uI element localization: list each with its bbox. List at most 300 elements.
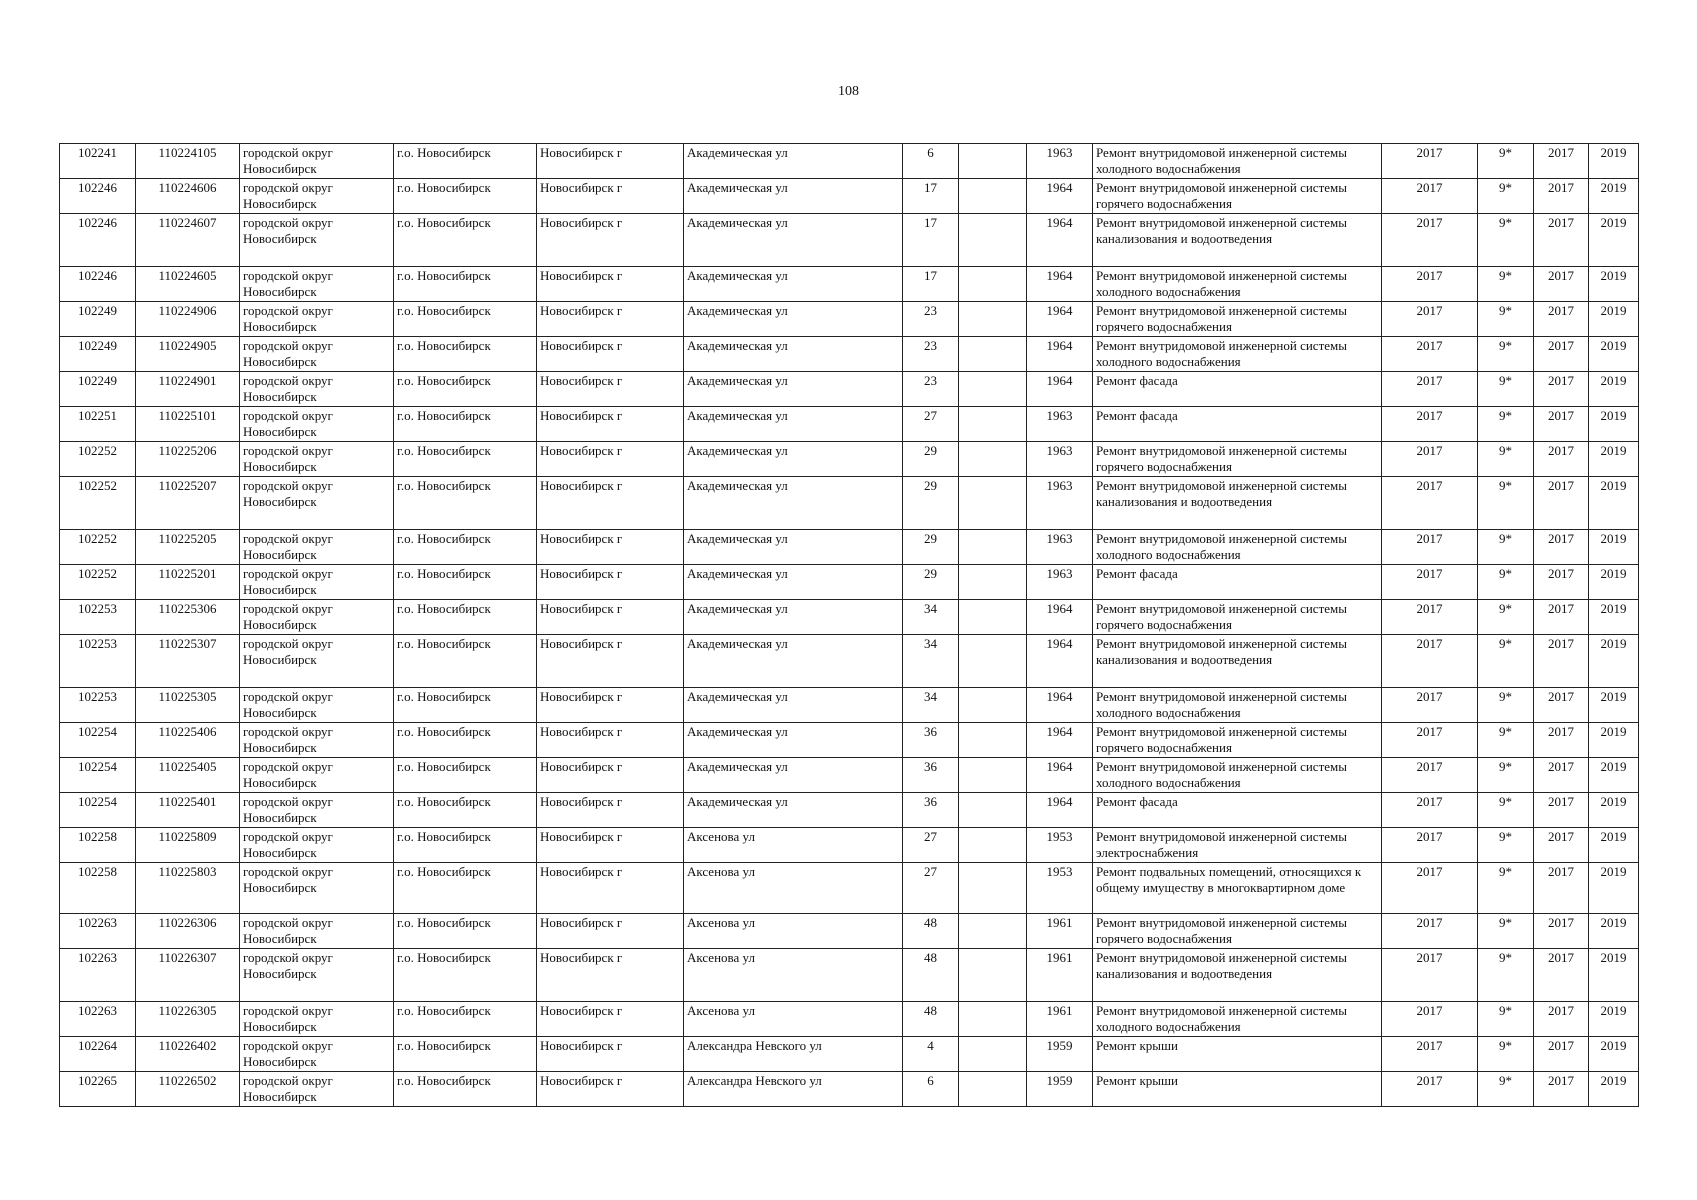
table-row [60, 144, 1639, 179]
house-number-cell: 34 [903, 635, 959, 688]
street-cell: Академическая ул [684, 477, 903, 530]
house-number-cell: 36 [903, 758, 959, 793]
year-start-cell: 2017 [1382, 723, 1478, 758]
table-row [60, 442, 1639, 477]
building-cell [959, 600, 1027, 635]
house-number-cell: 27 [903, 407, 959, 442]
building-cell [959, 267, 1027, 302]
street-cell: Академическая ул [684, 407, 903, 442]
settlement-type-cell: г.о. Новосибирск [394, 372, 537, 407]
year-plan-cell: 2017 [1534, 1037, 1589, 1072]
year-end-cell: 2019 [1589, 407, 1639, 442]
table-row [60, 688, 1639, 723]
floors-cell: 9* [1478, 793, 1534, 828]
floors-cell: 9* [1478, 828, 1534, 863]
work-type-cell: Ремонт внутридомовой инженерной системы холодного водоснабжения [1093, 267, 1382, 302]
record-id-cell: 102263 [60, 1002, 136, 1037]
work-code-cell: 110226305 [136, 1002, 240, 1037]
work-code-cell: 110225206 [136, 442, 240, 477]
year-end-cell: 2019 [1589, 267, 1639, 302]
settlement-type-cell: г.о. Новосибирск [394, 828, 537, 863]
building-cell [959, 914, 1027, 949]
table-row [60, 758, 1639, 793]
city-cell: Новосибирск г [537, 302, 684, 337]
street-cell: Академическая ул [684, 600, 903, 635]
municipality-cell: городской округ Новосибирск [240, 267, 394, 302]
house-number-cell: 23 [903, 372, 959, 407]
year-built-cell: 1964 [1027, 688, 1093, 723]
work-type-cell: Ремонт крыши [1093, 1072, 1382, 1107]
street-cell: Академическая ул [684, 302, 903, 337]
year-end-cell: 2019 [1589, 949, 1639, 1002]
house-number-cell: 29 [903, 530, 959, 565]
municipality-cell: городской округ Новосибирск [240, 372, 394, 407]
year-plan-cell: 2017 [1534, 530, 1589, 565]
year-end-cell: 2019 [1589, 337, 1639, 372]
municipality-cell: городской округ Новосибирск [240, 407, 394, 442]
city-cell: Новосибирск г [537, 477, 684, 530]
city-cell: Новосибирск г [537, 828, 684, 863]
year-built-cell: 1964 [1027, 793, 1093, 828]
house-number-cell: 27 [903, 863, 959, 914]
work-type-cell: Ремонт внутридомовой инженерной системы холодного водоснабжения [1093, 758, 1382, 793]
floors-cell: 9* [1478, 565, 1534, 600]
year-plan-cell: 2017 [1534, 828, 1589, 863]
municipality-cell: городской округ Новосибирск [240, 688, 394, 723]
work-type-cell: Ремонт внутридомовой инженерной системы канализования и водоотведения [1093, 477, 1382, 530]
city-cell: Новосибирск г [537, 758, 684, 793]
year-end-cell: 2019 [1589, 1037, 1639, 1072]
year-start-cell: 2017 [1382, 1002, 1478, 1037]
building-cell [959, 635, 1027, 688]
street-cell: Академическая ул [684, 144, 903, 179]
year-start-cell: 2017 [1382, 914, 1478, 949]
building-cell [959, 372, 1027, 407]
work-code-cell: 110225207 [136, 477, 240, 530]
record-id-cell: 102258 [60, 863, 136, 914]
settlement-type-cell: г.о. Новосибирск [394, 723, 537, 758]
work-code-cell: 110226502 [136, 1072, 240, 1107]
floors-cell: 9* [1478, 1037, 1534, 1072]
settlement-type-cell: г.о. Новосибирск [394, 302, 537, 337]
work-code-cell: 110224605 [136, 267, 240, 302]
year-built-cell: 1964 [1027, 372, 1093, 407]
work-type-cell: Ремонт внутридомовой инженерной системы холодного водоснабжения [1093, 337, 1382, 372]
year-built-cell: 1961 [1027, 914, 1093, 949]
street-cell: Александра Невского ул [684, 1037, 903, 1072]
work-code-cell: 110225405 [136, 758, 240, 793]
table-row [60, 949, 1639, 1002]
work-code-cell: 110225803 [136, 863, 240, 914]
table-row [60, 530, 1639, 565]
work-type-cell: Ремонт внутридомовой инженерной системы холодного водоснабжения [1093, 1002, 1382, 1037]
work-type-cell: Ремонт внутридомовой инженерной системы горячего водоснабжения [1093, 302, 1382, 337]
table-row [60, 793, 1639, 828]
table-row [60, 267, 1639, 302]
table-row [60, 1037, 1639, 1072]
building-cell [959, 214, 1027, 267]
year-built-cell: 1963 [1027, 144, 1093, 179]
year-start-cell: 2017 [1382, 1072, 1478, 1107]
record-id-cell: 102253 [60, 688, 136, 723]
year-start-cell: 2017 [1382, 793, 1478, 828]
municipality-cell: городской округ Новосибирск [240, 793, 394, 828]
year-plan-cell: 2017 [1534, 144, 1589, 179]
record-id-cell: 102258 [60, 828, 136, 863]
building-cell [959, 530, 1027, 565]
settlement-type-cell: г.о. Новосибирск [394, 1037, 537, 1072]
year-end-cell: 2019 [1589, 635, 1639, 688]
year-built-cell: 1964 [1027, 179, 1093, 214]
record-id-cell: 102246 [60, 179, 136, 214]
table-row [60, 600, 1639, 635]
work-type-cell: Ремонт подвальных помещений, относящихся к общему имуществу в многоквартирном доме [1093, 863, 1382, 914]
year-end-cell: 2019 [1589, 914, 1639, 949]
city-cell: Новосибирск г [537, 793, 684, 828]
year-end-cell: 2019 [1589, 1002, 1639, 1037]
year-plan-cell: 2017 [1534, 723, 1589, 758]
record-id-cell: 102252 [60, 530, 136, 565]
floors-cell: 9* [1478, 337, 1534, 372]
floors-cell: 9* [1478, 688, 1534, 723]
building-cell [959, 337, 1027, 372]
record-id-cell: 102246 [60, 214, 136, 267]
year-built-cell: 1959 [1027, 1072, 1093, 1107]
year-end-cell: 2019 [1589, 442, 1639, 477]
floors-cell: 9* [1478, 267, 1534, 302]
year-end-cell: 2019 [1589, 793, 1639, 828]
year-plan-cell: 2017 [1534, 267, 1589, 302]
house-number-cell: 17 [903, 214, 959, 267]
year-end-cell: 2019 [1589, 179, 1639, 214]
floors-cell: 9* [1478, 214, 1534, 267]
city-cell: Новосибирск г [537, 565, 684, 600]
municipality-cell: городской округ Новосибирск [240, 1037, 394, 1072]
municipality-cell: городской округ Новосибирск [240, 337, 394, 372]
registry-table [59, 143, 1639, 1107]
work-code-cell: 110224105 [136, 144, 240, 179]
year-end-cell: 2019 [1589, 688, 1639, 723]
year-built-cell: 1964 [1027, 337, 1093, 372]
year-plan-cell: 2017 [1534, 407, 1589, 442]
building-cell [959, 179, 1027, 214]
floors-cell: 9* [1478, 600, 1534, 635]
year-plan-cell: 2017 [1534, 302, 1589, 337]
work-code-cell: 110226306 [136, 914, 240, 949]
work-type-cell: Ремонт внутридомовой инженерной системы холодного водоснабжения [1093, 144, 1382, 179]
work-code-cell: 110226402 [136, 1037, 240, 1072]
settlement-type-cell: г.о. Новосибирск [394, 565, 537, 600]
street-cell: Академическая ул [684, 530, 903, 565]
table-row [60, 407, 1639, 442]
year-built-cell: 1964 [1027, 600, 1093, 635]
settlement-type-cell: г.о. Новосибирск [394, 758, 537, 793]
year-plan-cell: 2017 [1534, 914, 1589, 949]
year-plan-cell: 2017 [1534, 600, 1589, 635]
year-plan-cell: 2017 [1534, 372, 1589, 407]
house-number-cell: 17 [903, 267, 959, 302]
settlement-type-cell: г.о. Новосибирск [394, 144, 537, 179]
house-number-cell: 6 [903, 1072, 959, 1107]
work-type-cell: Ремонт внутридомовой инженерной системы горячего водоснабжения [1093, 914, 1382, 949]
record-id-cell: 102254 [60, 793, 136, 828]
table-row [60, 565, 1639, 600]
work-type-cell: Ремонт внутридомовой инженерной системы горячего водоснабжения [1093, 600, 1382, 635]
year-end-cell: 2019 [1589, 214, 1639, 267]
city-cell: Новосибирск г [537, 914, 684, 949]
work-code-cell: 110225101 [136, 407, 240, 442]
year-start-cell: 2017 [1382, 635, 1478, 688]
floors-cell: 9* [1478, 530, 1534, 565]
table-row [60, 214, 1639, 267]
building-cell [959, 1002, 1027, 1037]
building-cell [959, 144, 1027, 179]
settlement-type-cell: г.о. Новосибирск [394, 635, 537, 688]
house-number-cell: 36 [903, 793, 959, 828]
settlement-type-cell: г.о. Новосибирск [394, 267, 537, 302]
city-cell: Новосибирск г [537, 1002, 684, 1037]
floors-cell: 9* [1478, 758, 1534, 793]
record-id-cell: 102246 [60, 267, 136, 302]
street-cell: Аксенова ул [684, 828, 903, 863]
municipality-cell: городской округ Новосибирск [240, 302, 394, 337]
year-start-cell: 2017 [1382, 477, 1478, 530]
year-start-cell: 2017 [1382, 372, 1478, 407]
floors-cell: 9* [1478, 179, 1534, 214]
year-end-cell: 2019 [1589, 144, 1639, 179]
year-plan-cell: 2017 [1534, 793, 1589, 828]
building-cell [959, 565, 1027, 600]
city-cell: Новосибирск г [537, 1037, 684, 1072]
house-number-cell: 23 [903, 302, 959, 337]
building-cell [959, 688, 1027, 723]
work-type-cell: Ремонт фасада [1093, 793, 1382, 828]
work-code-cell: 110225205 [136, 530, 240, 565]
record-id-cell: 102254 [60, 758, 136, 793]
city-cell: Новосибирск г [537, 144, 684, 179]
year-built-cell: 1963 [1027, 477, 1093, 530]
year-start-cell: 2017 [1382, 1037, 1478, 1072]
settlement-type-cell: г.о. Новосибирск [394, 793, 537, 828]
work-type-cell: Ремонт внутридомовой инженерной системы канализования и водоотведения [1093, 949, 1382, 1002]
year-start-cell: 2017 [1382, 337, 1478, 372]
building-cell [959, 1072, 1027, 1107]
work-code-cell: 110225306 [136, 600, 240, 635]
building-cell [959, 723, 1027, 758]
house-number-cell: 36 [903, 723, 959, 758]
city-cell: Новосибирск г [537, 949, 684, 1002]
year-built-cell: 1964 [1027, 267, 1093, 302]
year-built-cell: 1963 [1027, 407, 1093, 442]
year-start-cell: 2017 [1382, 565, 1478, 600]
table-row [60, 635, 1639, 688]
table-row [60, 477, 1639, 530]
work-code-cell: 110225401 [136, 793, 240, 828]
house-number-cell: 48 [903, 914, 959, 949]
street-cell: Академическая ул [684, 214, 903, 267]
work-type-cell: Ремонт фасада [1093, 372, 1382, 407]
building-cell [959, 407, 1027, 442]
house-number-cell: 48 [903, 949, 959, 1002]
municipality-cell: городской округ Новосибирск [240, 635, 394, 688]
street-cell: Академическая ул [684, 267, 903, 302]
year-start-cell: 2017 [1382, 407, 1478, 442]
building-cell [959, 758, 1027, 793]
work-code-cell: 110224905 [136, 337, 240, 372]
year-end-cell: 2019 [1589, 565, 1639, 600]
table-row [60, 302, 1639, 337]
year-end-cell: 2019 [1589, 600, 1639, 635]
table-row [60, 337, 1639, 372]
work-type-cell: Ремонт фасада [1093, 565, 1382, 600]
street-cell: Аксенова ул [684, 1002, 903, 1037]
city-cell: Новосибирск г [537, 1072, 684, 1107]
street-cell: Аксенова ул [684, 914, 903, 949]
year-start-cell: 2017 [1382, 758, 1478, 793]
street-cell: Аксенова ул [684, 863, 903, 914]
year-plan-cell: 2017 [1534, 863, 1589, 914]
city-cell: Новосибирск г [537, 267, 684, 302]
city-cell: Новосибирск г [537, 214, 684, 267]
work-code-cell: 110225305 [136, 688, 240, 723]
city-cell: Новосибирск г [537, 337, 684, 372]
building-cell [959, 793, 1027, 828]
settlement-type-cell: г.о. Новосибирск [394, 949, 537, 1002]
record-id-cell: 102241 [60, 144, 136, 179]
work-type-cell: Ремонт внутридомовой инженерной системы горячего водоснабжения [1093, 442, 1382, 477]
year-plan-cell: 2017 [1534, 1002, 1589, 1037]
house-number-cell: 6 [903, 144, 959, 179]
record-id-cell: 102249 [60, 302, 136, 337]
year-plan-cell: 2017 [1534, 179, 1589, 214]
house-number-cell: 34 [903, 688, 959, 723]
municipality-cell: городской округ Новосибирск [240, 442, 394, 477]
street-cell: Академическая ул [684, 793, 903, 828]
year-built-cell: 1961 [1027, 949, 1093, 1002]
work-code-cell: 110225201 [136, 565, 240, 600]
record-id-cell: 102253 [60, 635, 136, 688]
floors-cell: 9* [1478, 442, 1534, 477]
building-cell [959, 863, 1027, 914]
year-built-cell: 1964 [1027, 635, 1093, 688]
street-cell: Академическая ул [684, 337, 903, 372]
street-cell: Аксенова ул [684, 949, 903, 1002]
city-cell: Новосибирск г [537, 372, 684, 407]
settlement-type-cell: г.о. Новосибирск [394, 600, 537, 635]
city-cell: Новосибирск г [537, 723, 684, 758]
work-type-cell: Ремонт внутридомовой инженерной системы горячего водоснабжения [1093, 179, 1382, 214]
record-id-cell: 102253 [60, 600, 136, 635]
table-row [60, 1002, 1639, 1037]
municipality-cell: городской округ Новосибирск [240, 914, 394, 949]
settlement-type-cell: г.о. Новосибирск [394, 914, 537, 949]
floors-cell: 9* [1478, 914, 1534, 949]
work-code-cell: 110226307 [136, 949, 240, 1002]
house-number-cell: 29 [903, 565, 959, 600]
year-built-cell: 1961 [1027, 1002, 1093, 1037]
house-number-cell: 29 [903, 442, 959, 477]
floors-cell: 9* [1478, 1072, 1534, 1107]
floors-cell: 9* [1478, 949, 1534, 1002]
work-code-cell: 110224606 [136, 179, 240, 214]
building-cell [959, 949, 1027, 1002]
year-built-cell: 1953 [1027, 828, 1093, 863]
year-plan-cell: 2017 [1534, 635, 1589, 688]
work-type-cell: Ремонт крыши [1093, 1037, 1382, 1072]
year-built-cell: 1964 [1027, 723, 1093, 758]
year-built-cell: 1963 [1027, 565, 1093, 600]
street-cell: Академическая ул [684, 565, 903, 600]
year-start-cell: 2017 [1382, 302, 1478, 337]
table-row [60, 828, 1639, 863]
year-built-cell: 1959 [1027, 1037, 1093, 1072]
street-cell: Академическая ул [684, 723, 903, 758]
record-id-cell: 102263 [60, 949, 136, 1002]
work-code-cell: 110225809 [136, 828, 240, 863]
work-type-cell: Ремонт внутридомовой инженерной системы канализования и водоотведения [1093, 635, 1382, 688]
year-start-cell: 2017 [1382, 949, 1478, 1002]
year-plan-cell: 2017 [1534, 442, 1589, 477]
record-id-cell: 102249 [60, 337, 136, 372]
house-number-cell: 23 [903, 337, 959, 372]
table-row [60, 179, 1639, 214]
year-end-cell: 2019 [1589, 302, 1639, 337]
record-id-cell: 102252 [60, 565, 136, 600]
street-cell: Академическая ул [684, 758, 903, 793]
table-row [60, 863, 1639, 914]
municipality-cell: городской округ Новосибирск [240, 179, 394, 214]
year-end-cell: 2019 [1589, 477, 1639, 530]
house-number-cell: 34 [903, 600, 959, 635]
street-cell: Академическая ул [684, 688, 903, 723]
year-end-cell: 2019 [1589, 828, 1639, 863]
municipality-cell: городской округ Новосибирск [240, 758, 394, 793]
year-end-cell: 2019 [1589, 530, 1639, 565]
year-built-cell: 1963 [1027, 442, 1093, 477]
street-cell: Академическая ул [684, 372, 903, 407]
year-plan-cell: 2017 [1534, 565, 1589, 600]
settlement-type-cell: г.о. Новосибирск [394, 530, 537, 565]
work-code-cell: 110224607 [136, 214, 240, 267]
municipality-cell: городской округ Новосибирск [240, 144, 394, 179]
building-cell [959, 302, 1027, 337]
year-built-cell: 1964 [1027, 214, 1093, 267]
house-number-cell: 27 [903, 828, 959, 863]
municipality-cell: городской округ Новосибирск [240, 828, 394, 863]
year-plan-cell: 2017 [1534, 1072, 1589, 1107]
work-code-cell: 110225307 [136, 635, 240, 688]
building-cell [959, 1037, 1027, 1072]
municipality-cell: городской округ Новосибирск [240, 477, 394, 530]
year-plan-cell: 2017 [1534, 688, 1589, 723]
year-plan-cell: 2017 [1534, 214, 1589, 267]
record-id-cell: 102252 [60, 442, 136, 477]
record-id-cell: 102264 [60, 1037, 136, 1072]
year-built-cell: 1964 [1027, 302, 1093, 337]
year-start-cell: 2017 [1382, 863, 1478, 914]
table-row [60, 1072, 1639, 1107]
year-start-cell: 2017 [1382, 530, 1478, 565]
house-number-cell: 17 [903, 179, 959, 214]
settlement-type-cell: г.о. Новосибирск [394, 442, 537, 477]
municipality-cell: городской округ Новосибирск [240, 600, 394, 635]
work-code-cell: 110225406 [136, 723, 240, 758]
work-code-cell: 110224906 [136, 302, 240, 337]
floors-cell: 9* [1478, 723, 1534, 758]
floors-cell: 9* [1478, 863, 1534, 914]
house-number-cell: 29 [903, 477, 959, 530]
work-type-cell: Ремонт внутридомовой инженерной системы горячего водоснабжения [1093, 723, 1382, 758]
